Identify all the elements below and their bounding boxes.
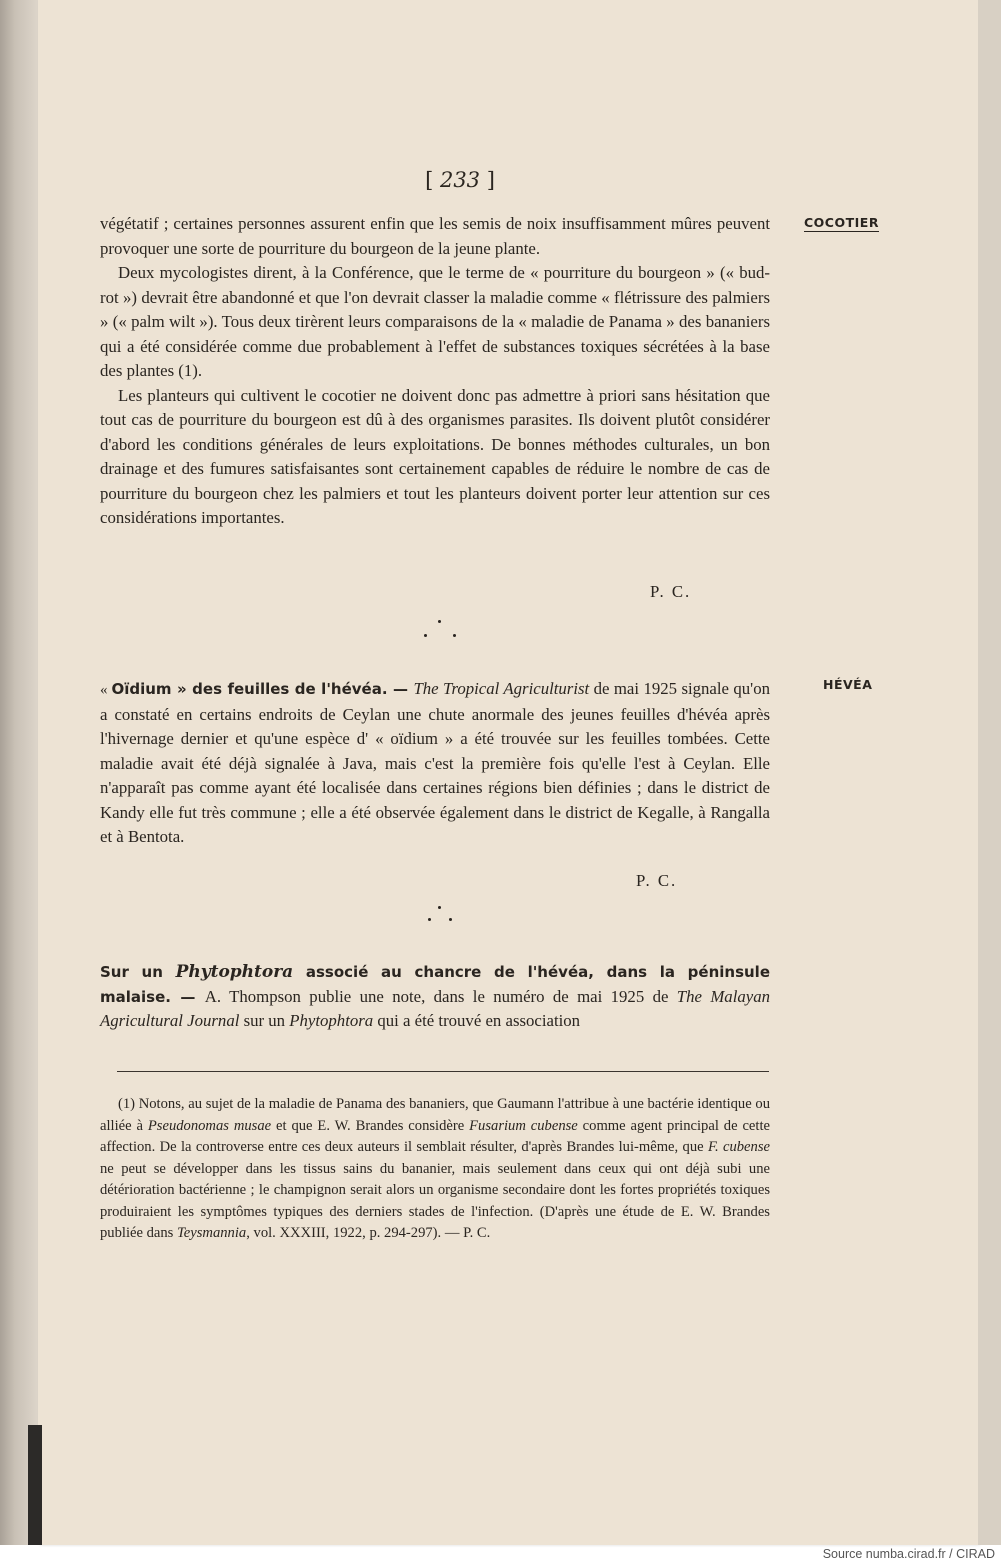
signature: P. C. bbox=[650, 582, 692, 601]
article-heading: Sur un Phytophtora associé au chancre de l'hévéa, dans la péninsule malaise. bbox=[100, 962, 770, 1006]
journal-title: The Tropical Agriculturist bbox=[413, 679, 590, 698]
page-number-value: 233 bbox=[439, 168, 481, 192]
section-phytophtora-text bbox=[100, 960, 770, 1034]
article-heading: « Oïdium » des feuilles de l'hévéa. bbox=[100, 680, 388, 698]
paragraph: Sur un Phytophtora associé au chancre de l'hévéa, dans la péninsule malaise. — A. Thompson publie une note, dans le numéro de mai 1925 de The Malayan Agricultural Journal sur un Phytophtora qui a été trouvé en association bbox=[100, 962, 770, 1030]
right-page-edge bbox=[978, 0, 1001, 1545]
source-credit: Source numba.cirad.fr / CIRAD bbox=[822, 1547, 995, 1561]
paragraph: Deux mycologistes dirent, à la Conférence, que le terme de « pourriture du bourgeon » (« bud-rot ») devrait être abandonné et que l'on devrait classer la maladie comme « flétrissure des palmiers » (« palm wilt »). Tous deux tirèrent leurs comparaisons de la « maladie de Panama » des bananiers qui a été considérée comme due probablement à l'effet de substances toxiques sécrétées à la base des plantes (1). bbox=[100, 263, 770, 380]
paragraph: végétatif ; certaines personnes assurent enfin que les semis de noix insuffisamment mûres peuvent provoquer une sorte de pourriture du bourgeon de la jeune plante. bbox=[100, 214, 770, 258]
section-hevea-text bbox=[100, 677, 770, 850]
section-separator bbox=[420, 618, 460, 642]
margin-label-cocotier: COCOTIER bbox=[804, 215, 879, 230]
journal-title: The Malayan Agricultural Journal bbox=[100, 986, 770, 1030]
page-number: [ 233 ] bbox=[425, 168, 495, 192]
margin-label-hevea: HÉVÉA bbox=[823, 677, 873, 692]
bookmark-ribbon bbox=[28, 1425, 42, 1545]
signature: P. C. bbox=[636, 871, 678, 890]
footnote-rule bbox=[117, 1071, 769, 1072]
section-cocotier-text bbox=[100, 212, 770, 531]
footnote: (1) Notons, au sujet de la maladie de Panama des bananiers, que Gaumann l'attribue à une bactérie identique ou alliée à Pseudonomas musae et que E. W. Brandes considère Fusarium cubense comme agent principal de cette affection. De la controverse entre ces deux auteurs il semblait résulter, d'après Brandes lui-même, que F. cubense ne peut se développer dans les tissus sains du bananier, mais seulement dans ceux qui ont déjà subi une détérioration bactérienne ; le champignon serait alors un organisme secondaire dont les fortes propriétés toxiques produiraient les symptômes typiques des derniers stades de l'infection. (D'après une étude de E. W. Brandes publiée dans Teysmannia, vol. XXXIII, 1922, p. 294-297). — P. C. bbox=[100, 1096, 770, 1241]
paragraph: Les planteurs qui cultivent le cocotier ne doivent donc pas admettre à priori sans hésitation que tout cas de pourriture du bourgeon est dû à des organismes parasites. Ils doivent plutôt considérer d'abord les conditions générales de leurs exploitations. De bonnes méthodes culturales, un bon drainage et des fumures satisfaisantes sont certainement capables de réduire le nombre de cas de pourriture du bourgeon chez les palmiers et tout les planteurs doivent porter leur attention sur ces considérations importantes. bbox=[100, 385, 770, 527]
section-separator bbox=[420, 904, 460, 928]
paragraph: « Oïdium » des feuilles de l'hévéa. — The Tropical Agriculturist de mai 1925 signale qu'on a constaté en certains endroits de Ceylan une chute anormale des jeunes feuilles d'hévéa après l'hivernage dernier et qu'une espèce d' « oïdium » a été trouvée sur les feuilles tombées. Cette maladie avait été déjà signalée à Java, mais c'est la première fois qu'elle l'est à Ceylan. Elle n'apparaît pas comme ayant été localisée dans certaines régions bien définies ; dans le district de Kandy elle fut très commune ; elle a été observée également dans le district de Kegalle, à Rangalla et à Bentota. bbox=[100, 679, 770, 846]
left-page-edge bbox=[0, 0, 38, 1545]
